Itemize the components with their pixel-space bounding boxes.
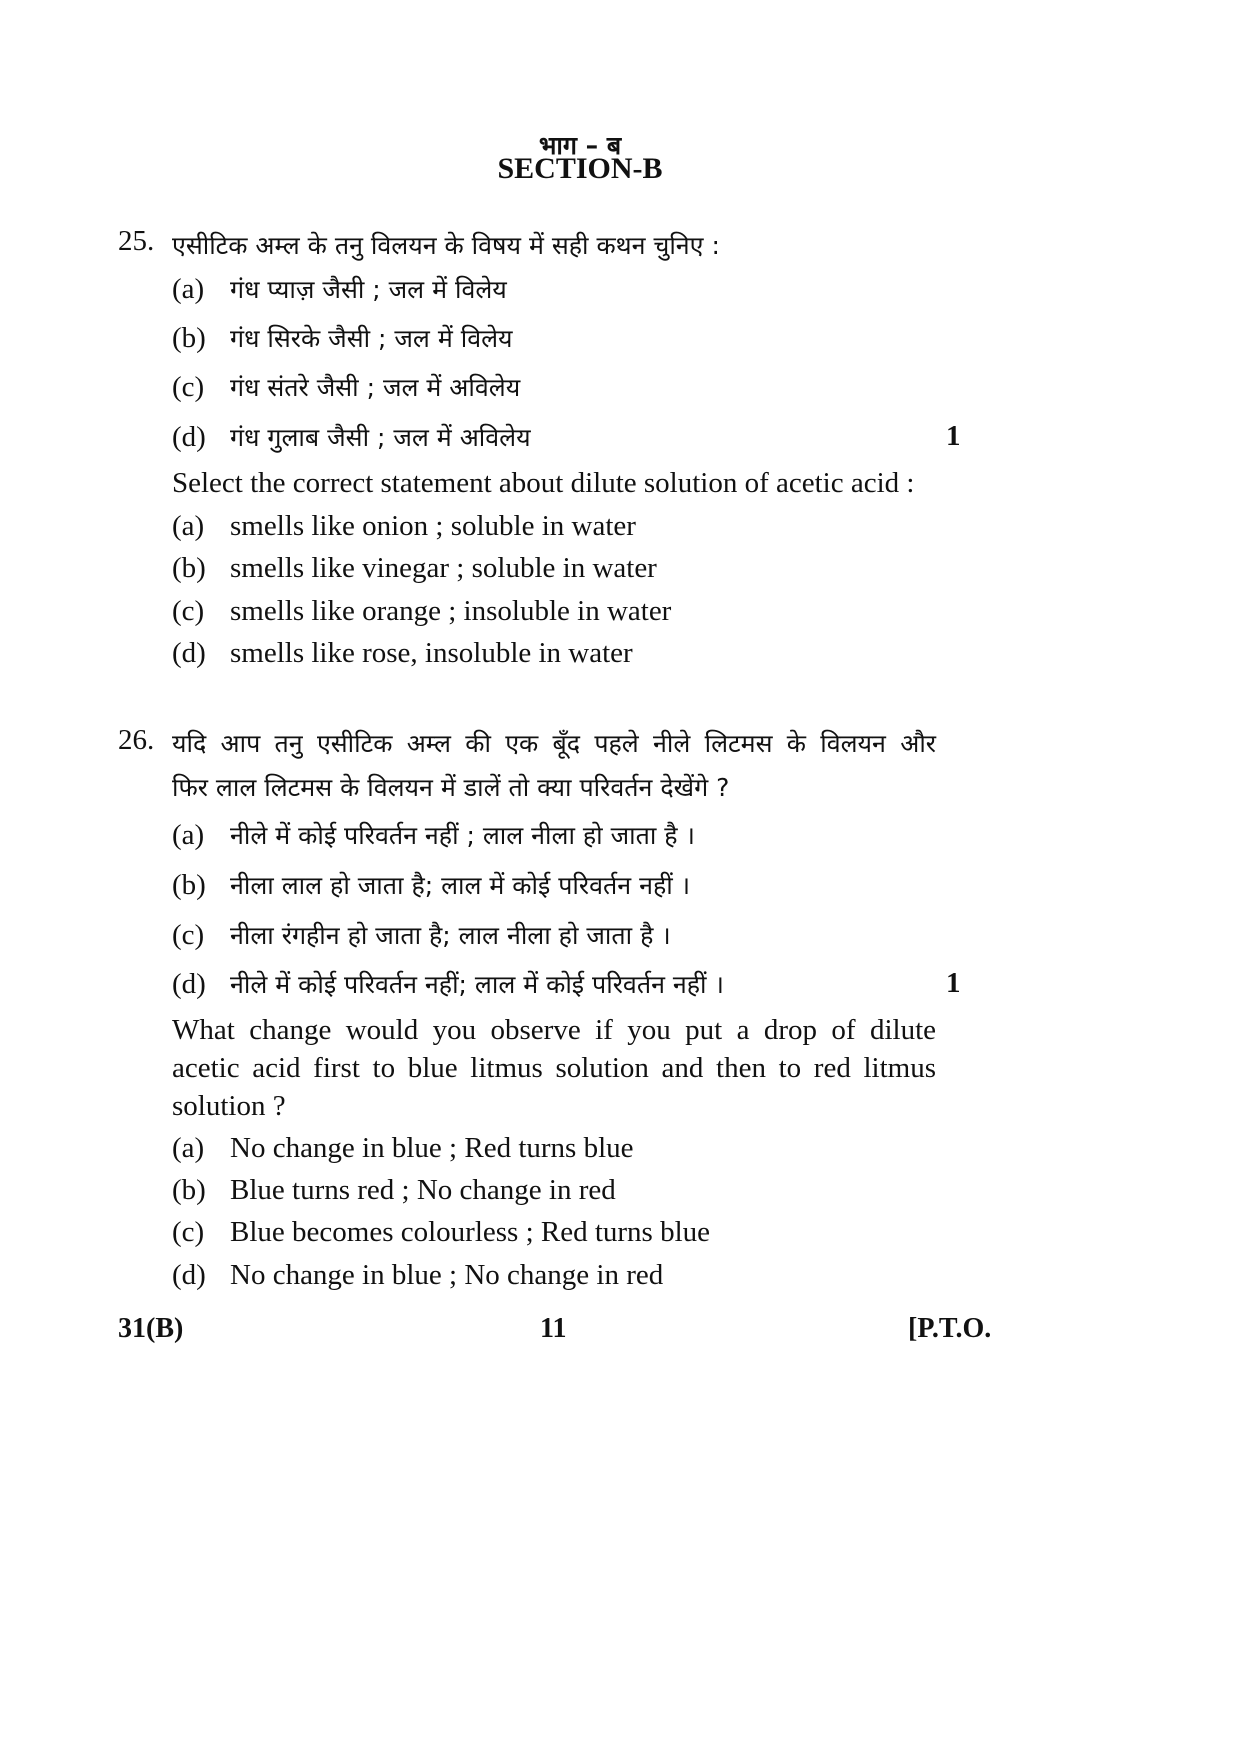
option-english-d [172,1259,663,1292]
option-text: नीले में कोई परिवर्तन नहीं ; लाल नीला हो जाता है । [230,821,695,850]
page-number: 11 [540,1313,567,1344]
option-hindi-a [172,272,507,306]
option-label: (a) [172,819,205,851]
option-label: (d) [172,968,206,1000]
option-label: (c) [172,919,205,951]
option-text: smells like onion ; soluble in water [230,510,636,542]
option-label: (d) [172,637,206,669]
option-english-b [172,1174,616,1207]
pto-label: [P.T.O. [908,1313,992,1344]
option-label: (b) [172,869,206,901]
option-label: (a) [172,273,205,305]
question-stem-english-line1: What change would you observe if you put a drop of dilute [172,1014,936,1046]
option-label: (c) [172,1216,205,1248]
question-stem-hindi: एसीटिक अम्ल के तनु विलयन के विषय में सही कथन चुनिए : [172,231,720,260]
question-stem-english: Select the correct statement about dilute solution of acetic acid : [172,467,915,499]
option-label: (a) [172,1132,205,1164]
option-text: नीले में कोई परिवर्तन नहीं; लाल में कोई परिवर्तन नहीं । [230,970,724,999]
option-label: (b) [172,552,206,584]
question-stem-english-line3: solution ? [172,1090,286,1122]
option-text: No change in blue ; No change in red [230,1259,664,1291]
question-stem-hindi-line2: फिर लाल लिटमस के विलयन में डालें तो क्या परिवर्तन देखेंगे ? [172,773,730,802]
option-text: नीला रंगहीन हो जाता है; लाल नीला हो जाता है । [230,921,671,950]
question-stem-hindi-line1: यदि आप तनु एसीटिक अम्ल की एक बूँद पहले नीले लिटमस के विलयन और [172,729,936,758]
question-number: 25. [118,225,155,257]
option-text: गंध सिरके जैसी ; जल में विलेय [230,324,513,353]
option-english-a [172,510,636,543]
marks: 1 [946,420,961,452]
marks: 1 [946,967,961,999]
option-text: Blue becomes colourless ; Red turns blue [230,1216,711,1248]
option-hindi-d [172,420,531,454]
option-hindi-b [172,868,690,902]
option-label: (c) [172,371,205,403]
option-hindi-d [172,967,724,1001]
option-text: smells like rose, insoluble in water [230,637,633,669]
option-text: गंध संतरे जैसी ; जल में अविलेय [230,373,521,402]
option-text: smells like orange ; insoluble in water [230,595,672,627]
option-english-c [172,1216,710,1249]
option-label: (b) [172,1174,206,1206]
option-label: (b) [172,322,206,354]
option-label: (d) [172,421,206,453]
option-hindi-c [172,370,520,404]
option-hindi-b [172,321,513,355]
option-english-b [172,552,657,585]
option-label: (a) [172,510,205,542]
option-text: smells like vinegar ; soluble in water [230,552,657,584]
question-stem-english-line2: acetic acid first to blue litmus solution and then to red litmus [172,1052,936,1084]
section-hindi-title: भाग – ब [538,131,622,160]
section-title: SECTION-B [497,152,663,185]
option-label: (d) [172,1259,206,1291]
option-label: (c) [172,595,205,627]
question-number: 26. [118,724,155,756]
option-english-d [172,637,633,670]
option-hindi-a [172,818,695,852]
option-text: नीला लाल हो जाता है; लाल में कोई परिवर्तन नहीं । [230,871,691,900]
option-english-c [172,595,671,628]
option-text: गंध गुलाब जैसी ; जल में अविलेय [230,423,531,452]
paper-code: 31(B) [118,1313,184,1344]
option-english-a [172,1132,634,1165]
option-text: Blue turns red ; No change in red [230,1174,616,1206]
option-hindi-c [172,918,671,952]
option-text: No change in blue ; Red turns blue [230,1132,634,1164]
option-text: गंध प्याज़ जैसी ; जल में विलेय [230,275,507,304]
